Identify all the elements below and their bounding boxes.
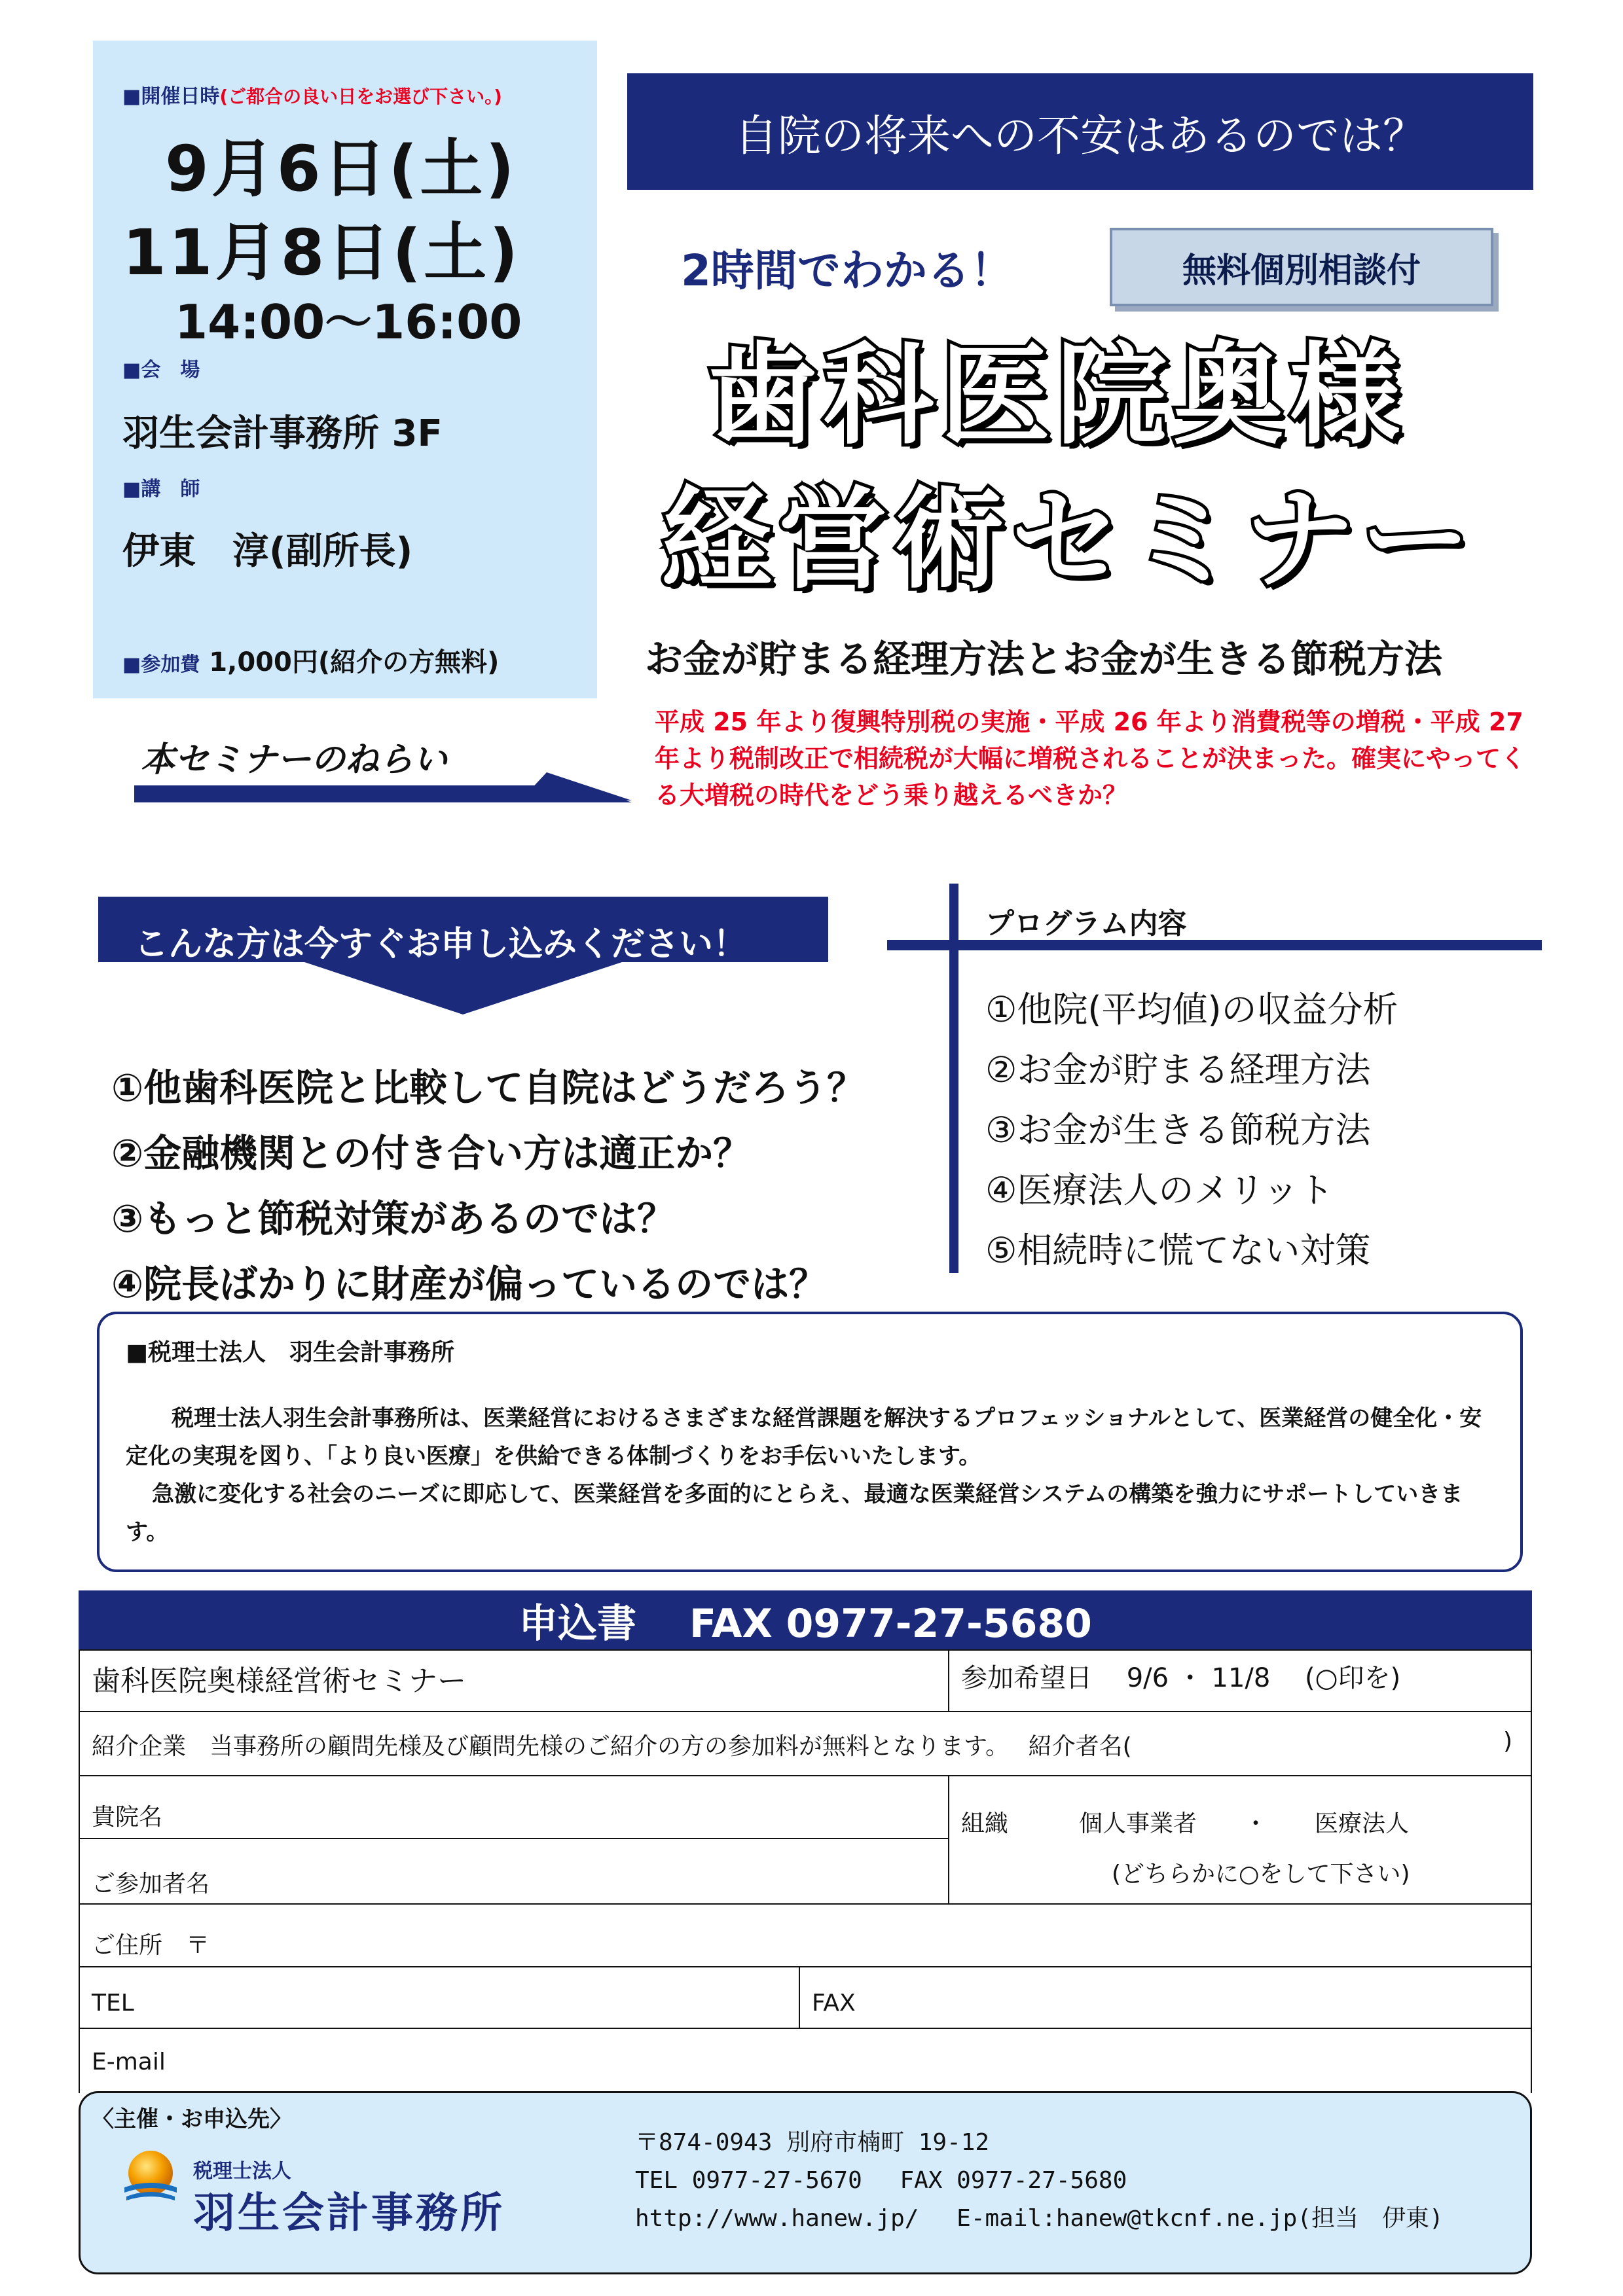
form-organization[interactable] [948,1775,1532,1905]
tagline: お金が貯まる経理方法とお金が生きる節税方法 [645,637,1443,681]
venue-label: ■会 場 [122,359,200,382]
time: 14:00〜16:00 [175,295,522,350]
question-3: ③もっと節税対策があるのでは？ [111,1196,676,1241]
form-clinic-name[interactable]: 貴院名 [79,1775,949,1839]
footer-postal: 〒874-0943 別府市楠町 19-12 [635,2129,990,2156]
form-tel[interactable]: TEL [79,1966,800,2029]
program-item-5: ⑤相続時に慌てない対策 [985,1230,1371,1271]
form-seminar-name: 歯科医院奥様経営術セミナー [79,1649,949,1712]
form-address[interactable]: ご住所 〒 [79,1903,1532,1967]
fee: ■参加費 1,000円(紹介の方無料) [122,647,500,677]
question-4: ④院長ばかりに財産が偏っているのでは？ [111,1262,828,1306]
firm-paragraph-2: 急激に変化する社会のニーズに即応して、医業経営を多面的にとらえ、最適な医業経営システムの構築を強力にサポートしていきます。 [126,1481,1463,1545]
form-fax[interactable]: FAX [799,1966,1532,2029]
event-info-box [93,41,597,698]
form-email[interactable]: E-mail [79,2028,1532,2093]
logo-subtitle: 税理士法人 [193,2160,291,2183]
form-date-choice[interactable]: 参加希望日 9/6 ・ 11/8 (○印を) [948,1649,1532,1712]
program-item-2: ②お金が貯まる経理方法 [985,1049,1371,1090]
program-item-4: ④医療法人のメリット [985,1170,1334,1211]
program-item-1: ①他院(平均値)の収益分析 [985,989,1398,1030]
venue: 羽生会計事務所 3F [122,412,443,455]
footer-phone: TEL 0977-27-5670 FAX 0977-27-5680 [635,2167,1127,2194]
firm-paragraph-1: 税理士法人羽生会計事務所は、医業経営におけるさまざまな経営課題を解決するプロフェッショナルとして、医業経営の健全化・安定化の実現を図り、「より良い医療」を供給できる体制づくりをお手伝いいたします。 [126,1405,1482,1469]
main-title-line1: 歯科医院奥様 [707,331,1406,459]
firm-info-box [97,1312,1523,1572]
logo-name: 羽生会計事務所 [193,2189,505,2238]
firm-description [126,1399,1501,1551]
subheading: 2時間でわかる！ [681,245,1013,296]
footer-contact [635,2124,1444,2238]
lecturer: 伊東 淳(副所長) [122,530,413,573]
free-consult-badge: 無料個別相談付 [1110,228,1493,306]
question-1: ①他歯科医院と比較して自院はどうだろう？ [111,1066,866,1110]
form-header: 申込書 FAX 0977-27-5680 [79,1590,1532,1651]
firm-heading: ■税理士法人 羽生会計事務所 [126,1339,455,1366]
date-2: 11月8日(土) [122,216,521,289]
date-label: ■開催日時(ご都合の良い日をお選び下さい。) [122,85,502,108]
form-referral-row[interactable] [79,1711,1532,1776]
aim-text: 平成 25 年より復興特別税の実施・平成 26 年より消費税等の増税・平成 27 年より税制改正で相続税が大幅に増税されることが決まった。確実にやってくる大増税の時代をどう乗り越えるべきか？ [655,708,1526,810]
organizer-label: 〈主催・お申込先〉 [92,2106,292,2132]
date-1: 9月6日(土) [165,132,517,206]
lecturer-label: ■講 師 [122,478,200,501]
program-item-3: ③お金が生きる節税方法 [985,1109,1371,1151]
main-title-line2: 経営術セミナー [661,475,1477,603]
form-org-note: (どちらかに○をして下さい) [1112,1861,1410,1888]
form-referral-close: ) [1503,1728,1512,1755]
program-heading: プログラム内容 [985,907,1187,941]
apply-now-text: こんな方は今すぐお申し込みください！ [134,925,748,964]
question-2: ②金融機関との付き合い方は適正か？ [111,1131,752,1175]
aim-label: 本セミナーのねらい [141,740,448,780]
form-org-options: 組織 個人事業者 ・ 医療法人 [961,1810,1410,1837]
form-referral-text: 紹介企業 当事務所の顧問先様及び顧問先様のご紹介の方の参加料が無料となります。 紹介者名( [92,1733,1132,1760]
footer-web[interactable]: http://www.hanew.jp/ E-mail:hanew@tkcnf.ne.jp(担当 伊東) [635,2205,1444,2232]
form-participant-name[interactable]: ご参加者名 [79,1838,949,1905]
logo-sun-icon [121,2147,180,2206]
top-banner: 自院の将来への不安はあるのでは？ [627,73,1533,190]
